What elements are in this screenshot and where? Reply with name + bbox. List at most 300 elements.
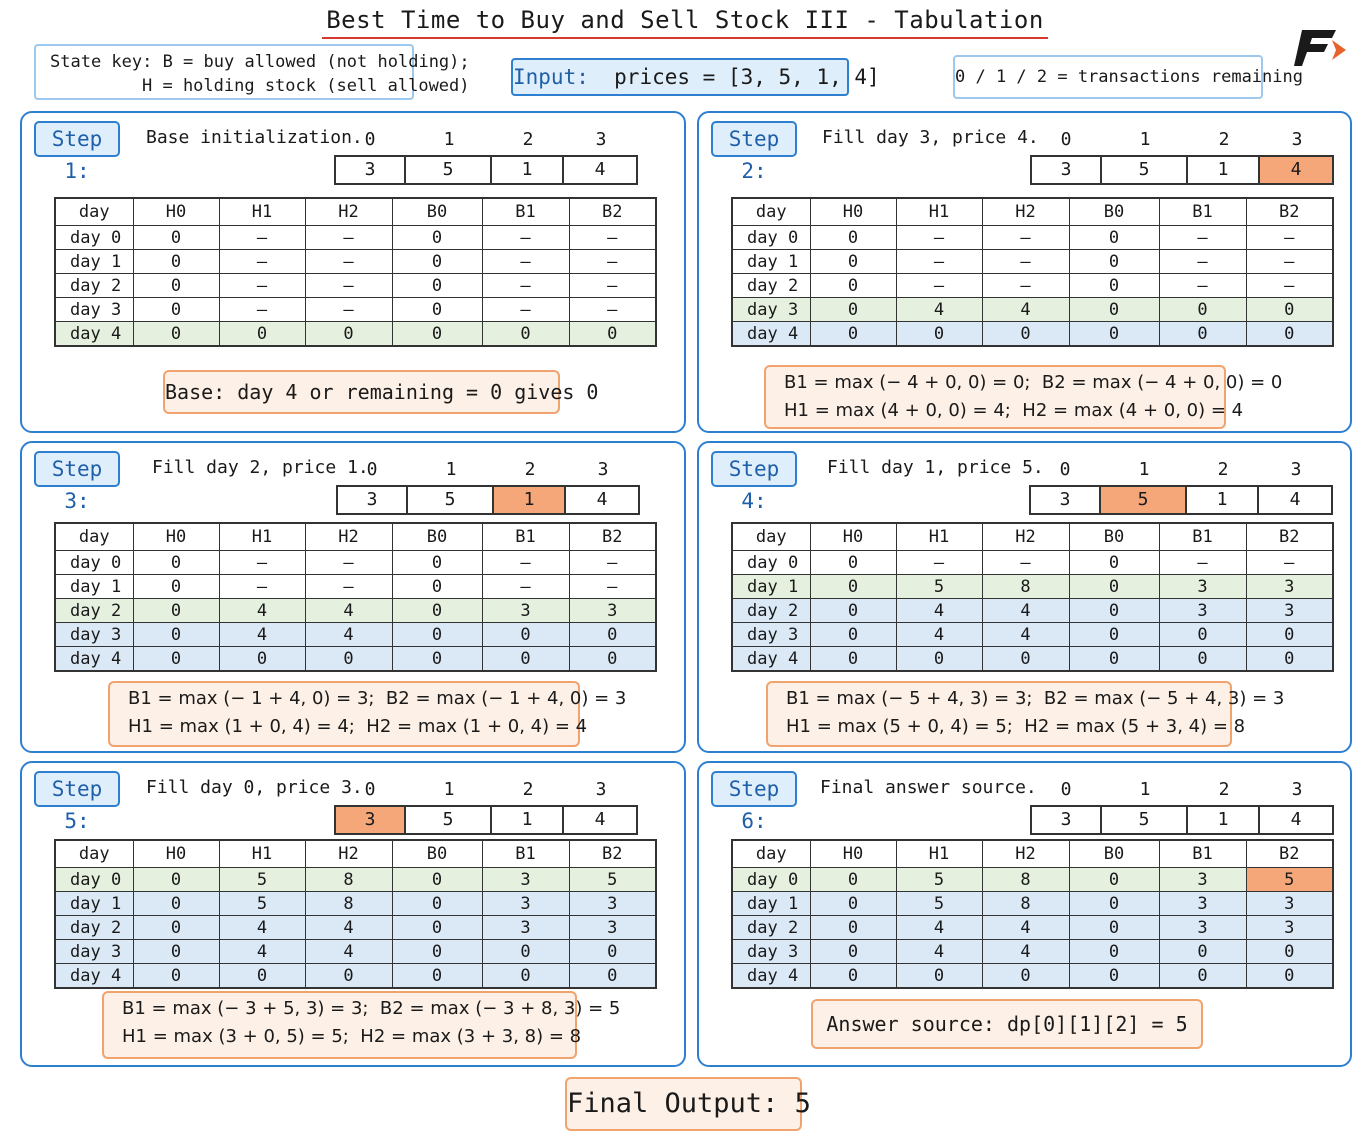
column-header: day: [732, 840, 810, 868]
table-cell: –: [482, 274, 569, 298]
table-cell: 0: [1246, 647, 1333, 672]
column-header: H0: [133, 523, 219, 551]
table-cell: 0: [392, 551, 482, 575]
table-cell: 5: [896, 868, 982, 892]
array-cell: 4: [562, 805, 638, 835]
column-header: B0: [392, 840, 482, 868]
table-cell: 8: [305, 892, 392, 916]
table-cell: 4: [305, 599, 392, 623]
table-cell: day 1: [55, 250, 133, 274]
table-header-row: [55, 198, 656, 226]
table-cell: 0: [810, 298, 896, 322]
table-cell: 0: [1159, 623, 1246, 647]
table-cell: day 4: [732, 322, 810, 347]
table-row: [732, 298, 1333, 322]
table-cell: 0: [1069, 623, 1159, 647]
table-cell: 0: [896, 647, 982, 672]
table-cell: 0: [810, 916, 896, 940]
table-cell: 4: [982, 940, 1069, 964]
table-cell: 3: [569, 599, 656, 623]
column-header: H2: [305, 523, 392, 551]
table-cell: 0: [896, 964, 982, 989]
table-cell: 4: [982, 298, 1069, 322]
table-cell: day 4: [55, 964, 133, 989]
table-cell: –: [482, 298, 569, 322]
array-index: 0: [364, 129, 376, 150]
table-row: [732, 250, 1333, 274]
array-index: 1: [1138, 459, 1150, 480]
table-cell: 0: [133, 916, 219, 940]
table-cell: day 0: [732, 551, 810, 575]
table-cell: 0: [392, 575, 482, 599]
table-row: [732, 916, 1333, 940]
table-cell: day 4: [55, 647, 133, 672]
array-index: 3: [1290, 459, 1302, 480]
step-note: [102, 991, 621, 1059]
dp-table: [54, 522, 657, 672]
table-cell: 0: [810, 226, 896, 250]
table-cell: 0: [1069, 964, 1159, 989]
column-header: B1: [482, 198, 569, 226]
note-line: B1 = max (− 5 + 4, 3) = 3; B2 = max (− 5 + 4, 3) = 3: [786, 688, 1285, 709]
table-cell: 0: [569, 623, 656, 647]
table-cell: 3: [482, 599, 569, 623]
table-cell: 0: [482, 623, 569, 647]
table-cell: 0: [392, 940, 482, 964]
table-cell: 3: [1159, 892, 1246, 916]
table-cell: 0: [1159, 298, 1246, 322]
column-header: B0: [1069, 840, 1159, 868]
array-index: 0: [366, 459, 378, 480]
array-cell: 1: [490, 805, 564, 835]
table-row: [732, 647, 1333, 672]
table-cell: 0: [392, 599, 482, 623]
step-label: Step 3:: [34, 451, 120, 487]
table-cell: day 1: [55, 575, 133, 599]
step-note: [766, 681, 1285, 747]
state-key-line2: H = holding stock (sell allowed): [142, 76, 470, 96]
table-row: [55, 274, 656, 298]
state-key-line1: State key: B = buy allowed (not holding);: [50, 52, 470, 72]
table-cell: 0: [810, 647, 896, 672]
table-cell: 0: [133, 226, 219, 250]
step-panel-2: [697, 111, 1352, 433]
step-note: [764, 365, 1283, 429]
table-cell: 0: [1069, 916, 1159, 940]
table-row: [732, 892, 1333, 916]
table-cell: 4: [305, 623, 392, 647]
table-cell: 8: [982, 868, 1069, 892]
table-cell: –: [305, 226, 392, 250]
table-header-row: [732, 840, 1333, 868]
step-note: Answer source: dp[0][1][2] = 5: [811, 999, 1203, 1049]
table-cell: –: [219, 274, 305, 298]
column-header: B2: [1246, 840, 1333, 868]
table-cell: day 3: [732, 298, 810, 322]
step-description: Fill day 2, price 1.: [152, 457, 369, 478]
table-cell: 0: [133, 551, 219, 575]
array-cell-highlighted: 3: [334, 805, 406, 835]
array-index: 2: [522, 779, 534, 800]
table-cell: –: [305, 575, 392, 599]
table-cell: 0: [810, 250, 896, 274]
table-cell: 0: [1246, 940, 1333, 964]
table-cell: 0: [392, 250, 482, 274]
table-cell: 0: [982, 322, 1069, 347]
table-cell: day 1: [732, 892, 810, 916]
table-cell: 4: [219, 623, 305, 647]
table-cell: 0: [392, 964, 482, 989]
state-key-box: [34, 44, 470, 100]
table-cell: day 0: [55, 551, 133, 575]
column-header: day: [55, 523, 133, 551]
table-cell: 4: [305, 916, 392, 940]
table-row: [732, 940, 1333, 964]
table-cell: 4: [896, 298, 982, 322]
table-cell: 3: [1159, 599, 1246, 623]
input-text: prices = [3, 5, 1, 4]: [614, 65, 880, 89]
table-cell: 0: [482, 964, 569, 989]
table-cell: 0: [810, 892, 896, 916]
table-cell: 4: [896, 916, 982, 940]
table-cell: day 0: [55, 868, 133, 892]
column-header: B2: [569, 523, 656, 551]
table-cell: –: [982, 250, 1069, 274]
column-header: B0: [392, 198, 482, 226]
table-cell: day 1: [732, 250, 810, 274]
table-cell: 0: [1246, 964, 1333, 989]
array-index: 3: [595, 779, 607, 800]
table-cell: 3: [569, 916, 656, 940]
table-cell: day 3: [732, 940, 810, 964]
table-cell: –: [982, 274, 1069, 298]
table-cell-highlighted: 5: [1246, 868, 1333, 892]
column-header: H1: [896, 840, 982, 868]
table-cell: –: [896, 226, 982, 250]
input-label: Input:: [513, 65, 589, 89]
table-cell: day 3: [55, 298, 133, 322]
table-cell: –: [482, 551, 569, 575]
note-line: H1 = max (1 + 0, 4) = 4; H2 = max (1 + 0, 4) = 4: [128, 716, 588, 737]
array-index: 1: [1139, 779, 1151, 800]
table-cell: –: [982, 226, 1069, 250]
table-row: [55, 226, 656, 250]
logo-icon: [1292, 24, 1352, 70]
table-cell: –: [1159, 274, 1246, 298]
table-cell: 4: [305, 940, 392, 964]
column-header: H0: [133, 840, 219, 868]
array-cell: 5: [404, 805, 492, 835]
table-cell: day 3: [55, 940, 133, 964]
column-header: H2: [305, 840, 392, 868]
array-index: 0: [1060, 779, 1072, 800]
table-cell: 0: [133, 599, 219, 623]
array-cell: 1: [1186, 805, 1260, 835]
table-cell: 0: [392, 892, 482, 916]
column-header: B1: [482, 840, 569, 868]
table-header-row: [732, 198, 1333, 226]
step-panel-3: [20, 441, 686, 753]
table-cell: 0: [133, 964, 219, 989]
array-cell: 4: [562, 155, 638, 185]
table-cell: 0: [1069, 868, 1159, 892]
column-header: B1: [482, 523, 569, 551]
table-cell: 3: [482, 916, 569, 940]
array-index: 1: [443, 779, 455, 800]
table-cell: 0: [1159, 964, 1246, 989]
table-row: [732, 964, 1333, 989]
column-header: day: [55, 198, 133, 226]
table-cell: 0: [1159, 940, 1246, 964]
table-cell: 0: [1246, 623, 1333, 647]
table-cell: 0: [982, 964, 1069, 989]
table-cell: 0: [1069, 940, 1159, 964]
array-cell: 3: [1030, 805, 1102, 835]
array-cell: 5: [1100, 805, 1188, 835]
table-cell: 8: [982, 575, 1069, 599]
table-cell: 5: [219, 868, 305, 892]
column-header: B0: [1069, 523, 1159, 551]
table-row: [732, 551, 1333, 575]
table-cell: 3: [482, 892, 569, 916]
column-header: B2: [569, 840, 656, 868]
table-cell: 5: [569, 868, 656, 892]
table-cell: 0: [392, 868, 482, 892]
table-cell: –: [1246, 250, 1333, 274]
table-row: [732, 274, 1333, 298]
step-label: Step 2:: [711, 121, 797, 157]
array-index: 3: [1291, 129, 1303, 150]
column-header: B0: [392, 523, 482, 551]
column-header: H2: [982, 198, 1069, 226]
table-cell: 3: [569, 892, 656, 916]
column-header: H2: [982, 523, 1069, 551]
table-cell: 5: [896, 575, 982, 599]
array-index: 1: [445, 459, 457, 480]
table-cell: day 1: [55, 892, 133, 916]
table-cell: day 2: [55, 274, 133, 298]
column-header: H1: [219, 198, 305, 226]
table-cell: –: [1246, 551, 1333, 575]
table-header-row: [55, 840, 656, 868]
column-header: B2: [1246, 523, 1333, 551]
table-cell: –: [305, 551, 392, 575]
array-index: 3: [1291, 779, 1303, 800]
table-cell: day 1: [732, 575, 810, 599]
note-line: B1 = max (− 3 + 5, 3) = 3; B2 = max (− 3 + 8, 3) = 5: [122, 998, 621, 1019]
table-cell: 0: [810, 322, 896, 347]
table-row: [55, 322, 656, 347]
array-cell: 3: [336, 485, 408, 515]
table-cell: 0: [392, 647, 482, 672]
array-index: 2: [1218, 779, 1230, 800]
table-row: [55, 868, 656, 892]
table-cell: 0: [133, 623, 219, 647]
column-header: day: [732, 198, 810, 226]
table-cell: –: [219, 575, 305, 599]
table-cell: 0: [133, 250, 219, 274]
table-row: [732, 868, 1333, 892]
table-cell: 0: [482, 940, 569, 964]
table-cell: 0: [392, 274, 482, 298]
array-cell: 4: [1257, 485, 1333, 515]
column-header: H0: [133, 198, 219, 226]
note-line: B1 = max (− 4 + 0, 0) = 0; B2 = max (− 4 + 0, 0) = 0: [784, 372, 1283, 393]
array-index: 2: [524, 459, 536, 480]
table-cell: 0: [482, 322, 569, 347]
table-cell: –: [569, 575, 656, 599]
step-panel-5: [20, 761, 686, 1067]
column-header: H0: [810, 840, 896, 868]
step-description: Fill day 3, price 4.: [822, 127, 1039, 148]
table-cell: day 3: [55, 623, 133, 647]
table-cell: day 4: [55, 322, 133, 347]
table-cell: –: [305, 298, 392, 322]
table-cell: 4: [896, 940, 982, 964]
table-cell: 0: [133, 298, 219, 322]
table-cell: 0: [810, 551, 896, 575]
column-header: H2: [982, 840, 1069, 868]
table-cell: 0: [569, 322, 656, 347]
table-row: [55, 623, 656, 647]
array-index: 1: [1139, 129, 1151, 150]
table-cell: 4: [896, 599, 982, 623]
table-row: [55, 551, 656, 575]
step-panel-4: [697, 441, 1352, 753]
column-header: H1: [219, 523, 305, 551]
array-index: 1: [443, 129, 455, 150]
table-row: [55, 964, 656, 989]
table-cell: 0: [1069, 551, 1159, 575]
table-cell: 0: [982, 647, 1069, 672]
step-description: Final answer source.: [820, 777, 1037, 798]
table-cell: 0: [1069, 322, 1159, 347]
table-cell: 0: [133, 868, 219, 892]
table-row: [55, 599, 656, 623]
array-cell: 4: [1258, 805, 1334, 835]
table-cell: 0: [1069, 599, 1159, 623]
array-index: 3: [597, 459, 609, 480]
table-cell: 8: [305, 868, 392, 892]
table-cell: 0: [133, 575, 219, 599]
array-cell-highlighted: 4: [1258, 155, 1334, 185]
table-row: [732, 226, 1333, 250]
dp-table: [731, 197, 1334, 347]
table-cell: 0: [219, 647, 305, 672]
table-cell: 4: [219, 916, 305, 940]
table-cell: 0: [1159, 322, 1246, 347]
table-cell: 0: [1246, 298, 1333, 322]
table-cell: 0: [1069, 575, 1159, 599]
array-index: 3: [595, 129, 607, 150]
table-cell: 0: [1246, 322, 1333, 347]
column-header: day: [732, 523, 810, 551]
column-header: day: [55, 840, 133, 868]
array-index: 2: [1218, 129, 1230, 150]
column-header: B2: [1246, 198, 1333, 226]
table-cell: –: [982, 551, 1069, 575]
table-row: [732, 575, 1333, 599]
array-index: 2: [522, 129, 534, 150]
table-cell: –: [219, 226, 305, 250]
table-cell: 0: [392, 226, 482, 250]
table-cell: 0: [133, 940, 219, 964]
column-header: B1: [1159, 198, 1246, 226]
table-cell: 0: [1069, 892, 1159, 916]
dp-table: [54, 197, 657, 347]
array-cell: 4: [564, 485, 640, 515]
note-line: H1 = max (4 + 0, 0) = 4; H2 = max (4 + 0, 0) = 4: [784, 400, 1244, 421]
column-header: H1: [219, 840, 305, 868]
table-cell: 0: [392, 322, 482, 347]
table-row: [732, 322, 1333, 347]
table-cell: 0: [392, 916, 482, 940]
array-index: 0: [364, 779, 376, 800]
table-cell: 0: [392, 298, 482, 322]
table-cell: –: [482, 575, 569, 599]
table-cell: 0: [305, 322, 392, 347]
array-index: 2: [1217, 459, 1229, 480]
transactions-note: 0 / 1 / 2 = transactions remaining: [953, 55, 1263, 99]
table-cell: 0: [569, 940, 656, 964]
array-cell-highlighted: 1: [492, 485, 566, 515]
table-cell: 3: [1246, 599, 1333, 623]
table-row: [55, 892, 656, 916]
table-cell: 0: [1069, 250, 1159, 274]
note-line: H1 = max (5 + 0, 4) = 5; H2 = max (5 + 3, 4) = 8: [786, 716, 1246, 737]
array-cell: 1: [490, 155, 564, 185]
final-output: Final Output: 5: [565, 1077, 802, 1131]
table-row: [55, 250, 656, 274]
table-cell: 5: [219, 892, 305, 916]
array-cell: 1: [1185, 485, 1259, 515]
table-cell: –: [569, 274, 656, 298]
table-cell: day 0: [732, 868, 810, 892]
table-cell: 0: [810, 623, 896, 647]
step-label: Step 5:: [34, 771, 120, 807]
table-header-row: [732, 523, 1333, 551]
table-cell: 4: [982, 623, 1069, 647]
table-cell: 0: [810, 599, 896, 623]
table-cell: 0: [219, 964, 305, 989]
table-cell: 3: [1246, 575, 1333, 599]
column-header: H0: [810, 523, 896, 551]
table-header-row: [55, 523, 656, 551]
table-cell: 3: [1159, 575, 1246, 599]
column-header: H2: [305, 198, 392, 226]
table-cell: 4: [982, 916, 1069, 940]
table-cell: 0: [305, 964, 392, 989]
table-cell: day 2: [732, 274, 810, 298]
table-cell: –: [219, 250, 305, 274]
table-row: [55, 916, 656, 940]
table-row: [55, 940, 656, 964]
step-description: Fill day 0, price 3.: [146, 777, 363, 798]
table-cell: –: [896, 250, 982, 274]
table-cell: day 3: [732, 623, 810, 647]
step-label: Step 1:: [34, 121, 120, 157]
array-cell: 3: [1029, 485, 1101, 515]
table-row: [732, 623, 1333, 647]
column-header: H1: [896, 198, 982, 226]
table-cell: –: [305, 274, 392, 298]
table-cell: 4: [982, 599, 1069, 623]
table-cell: 0: [810, 940, 896, 964]
table-cell: –: [896, 274, 982, 298]
table-cell: day 4: [732, 647, 810, 672]
dp-table: [54, 839, 657, 989]
step-panel-6: [697, 761, 1352, 1067]
